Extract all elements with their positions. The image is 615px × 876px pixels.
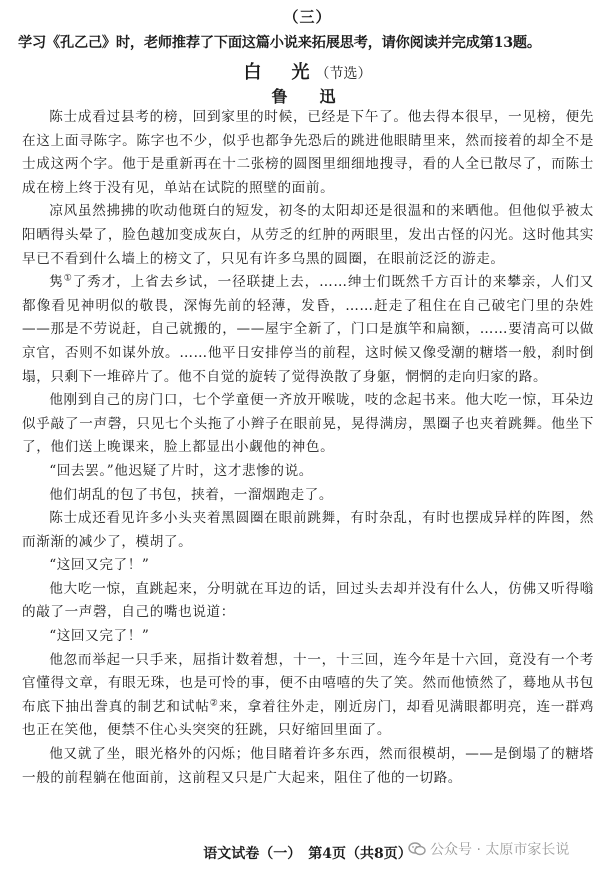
question-intro: 学习《孔乙己》时，老师推荐了下面这篇小说来拓展思考，请你阅读并完成第13题。 [18, 35, 541, 51]
footnote-marker: ② [209, 698, 219, 709]
article-body [22, 106, 594, 790]
paragraph: “回去罢。”他迟疑了片时，这才悲惨的说。 [49, 462, 313, 479]
page-footer: 语文试卷（一） 第4页（共8页） [203, 846, 412, 862]
wechat-official-account-icon [408, 842, 426, 856]
article-title [0, 58, 615, 84]
paragraph: 他们胡乱的包了书包，挟着，一溜烟跑走了。 [49, 486, 334, 503]
paragraph: 他刚到自己的房门口，七个学童便一齐放开喉咙，吱的念起书来。他大吃一惊，耳朵边似乎敲了一声磬，只见七个头拖了小辫子在眼前晃，晃得满房，黑圈子也夹着跳舞。他坐下了，他们送上晚课来，脸上都显出小觑他的神色。 [22, 392, 594, 456]
paragraph: 他忽而举起一只手来，屈指计数着想，十一，十三回，连今年是十六回，竟没有一个考官懂得文章，有眼无珠，也是可怜的事，便不由嘻嘻的失了笑。然而他愤然了，蓦地从书包布底下抽出誊真的制艺和试帖②来，拿着往外走，刚近房门，却看见满眼都明亮，连一群鸡也正在笑他，便禁不住心头突突的狂跳，只好缩回里面了。 [22, 651, 594, 739]
paragraph: 凉风虽然拂拂的吹动他斑白的短发，初冬的太阳却还是很温和的来晒他。但他似乎被太阳晒得头晕了，脸色越加变成灰白，从劳乏的红肿的两眼里，发出古怪的闪光。这时他其实早已不看到什么墙上的榜文了，只见有许多乌黑的圆圈，在眼前泛泛的游走。 [22, 203, 594, 267]
paragraph: “这回又完了！” [49, 557, 150, 574]
paragraph: 隽①了秀才，上省去乡试，一径联捷上去，……绅士们既然千方百计的来攀亲，人们又都像看见神明似的敬畏，深悔先前的轻薄，发昏，……赶走了租住在自己破宅门里的杂姓——那是不劳说赶，自己就搬的，——屋宇全新了，门口是旗竿和扁额，……要清高可以做京官，否则不如谋外放。……他平日安排停当的前程，这时候又像受潮的糖塔一般，刹时倒塌，只剩下一堆碎片了。他不自觉的旋转了觉得涣散了身躯，惘惘的走向归家的路。 [22, 273, 594, 385]
paragraph: 他大吃一惊，直跳起来，分明就在耳边的话，回过头去却并没有什么人，仿佛又听得嗡的敲了一声磬，自己的嘴也说道： [22, 580, 594, 621]
article-author: 鲁 迅 [271, 87, 344, 106]
article-title-text: 白 光 [243, 62, 316, 83]
watermark-text: 公众号 · 太原市家长说 [430, 842, 570, 858]
paragraph: 陈士成看过县考的榜，回到家里的时候，已经是下午了。他去得本很早，一见榜，便先在这上面寻陈字。陈字也不少，似乎也都争先恐后的跳进他眼睛里来，然而接着的却全不是士成这两个字。他于是重新再在十二张榜的圆图里细细地搜寻，看的人全已散尽了，而陈士成在榜上终于没有见，单站在试院的照壁的面前。 [22, 109, 594, 196]
article-title-note: （节选） [315, 66, 372, 82]
section-number: （三） [283, 8, 332, 26]
footnote-marker: ① [63, 273, 73, 284]
paragraph: “这回又完了！” [49, 628, 150, 645]
paragraph: 他又就了坐，眼光格外的闪烁；他目睹着许多东西，然而很模胡，——是倒塌了的糖塔一般的前程躺在他面前，这前程又只是广大起来，阻住了他的一切路。 [22, 746, 595, 786]
watermark [408, 839, 608, 859]
paragraph: 陈士成还看见许多小头夹着黑圆圈在眼前跳舞，有时杂乱，有时也摆成异样的阵图，然而渐渐的减少了，模胡了。 [22, 510, 594, 550]
